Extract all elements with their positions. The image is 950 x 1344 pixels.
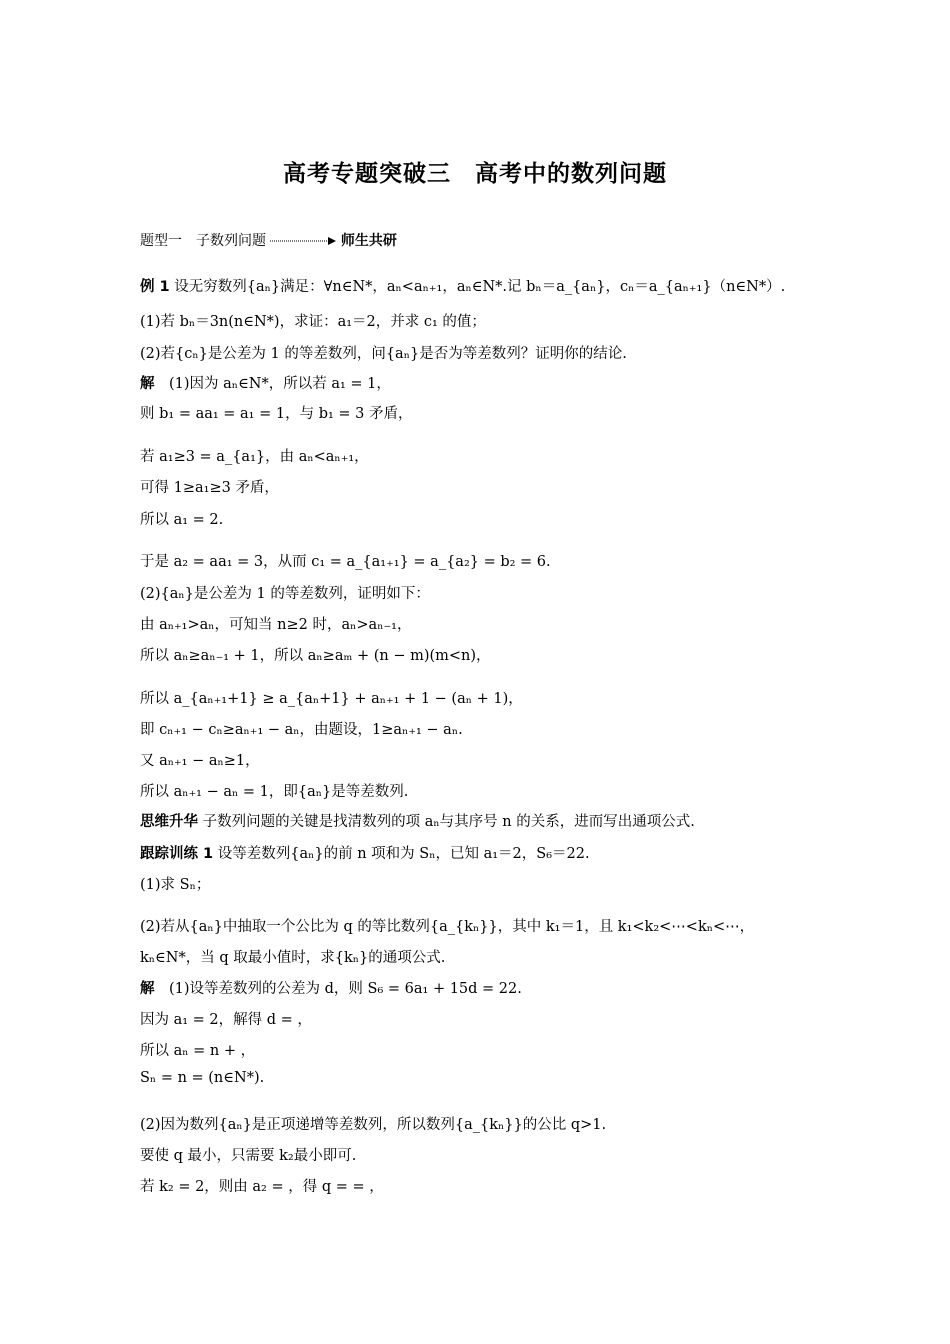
text-line [140, 810, 695, 831]
section-heading [140, 230, 397, 250]
text-line [140, 718, 463, 739]
line-text: 因为 a₁ = 2，解得 d = ， [140, 1012, 312, 1028]
line-text: 所以 a_{aₙ₊₁+1} ≥ a_{aₙ+1} + aₙ₊₁ + 1 − (aₙ + 1)， [140, 691, 523, 707]
line-text: 由 aₙ₊₁>aₙ，可知当 n≥2 时，aₙ>aₙ₋₁， [140, 617, 412, 633]
text-line [140, 1144, 356, 1165]
text-line [140, 1175, 384, 1196]
text-line [140, 275, 785, 296]
text-line [140, 644, 491, 665]
section-label: 题型一 子数列问题 [140, 233, 266, 249]
arrow-right-icon [270, 236, 336, 246]
line-text: 设等差数列{aₙ}的前 n 项和为 Sₙ，已知 a₁＝2，S₆＝22. [213, 846, 590, 862]
line-text: (1)设等差数列的公差为 d，则 S₆ = 6a₁ + 15d = 22. [154, 981, 522, 997]
line-text: 可得 1≥a₁≥3 矛盾， [140, 480, 279, 496]
line-text: (1)若 bₙ＝3n(n∈N*)，求证：a₁＝2，并求 c₁ 的值； [140, 314, 486, 330]
text-line [140, 1113, 606, 1134]
text-line [140, 842, 590, 863]
text-line [140, 687, 523, 708]
line-text: 设无穷数列{aₙ}满足：∀n∈N*，aₙ<aₙ₊₁，aₙ∈N*.记 bₙ＝a_{aₙ}，cₙ＝a_{aₙ₊₁}（n∈N*）. [169, 279, 786, 295]
page-title: 高考专题突破三 高考中的数列问题 [283, 161, 667, 187]
line-lead: 思维升华 [140, 814, 198, 830]
text-line [140, 1070, 264, 1086]
text-line [140, 1008, 312, 1029]
text-line [140, 582, 430, 603]
line-lead: 解 [140, 981, 155, 997]
text-line [140, 508, 223, 529]
line-text: (2)因为数列{aₙ}是正项递增等差数列，所以数列{a_{kₙ}}的公比 q>1. [140, 1117, 607, 1133]
text-line [140, 749, 260, 770]
text-line [140, 946, 445, 967]
line-text: (2){aₙ}是公差为 1 的等差数列，证明如下： [140, 586, 430, 602]
line-text: (1)求 Sₙ； [140, 877, 211, 893]
line-text: 要使 q 最小，只需要 k₂最小即可. [140, 1148, 357, 1164]
line-text: 若 a₁≥3 = a_{a₁}，由 aₙ<aₙ₊₁， [140, 449, 369, 465]
text-line [140, 445, 369, 466]
line-text: 则 b₁ = aa₁ = a₁ = 1，与 b₁ = 3 矛盾， [140, 406, 413, 422]
line-lead: 跟踪训练 1 [140, 846, 214, 862]
text-line [140, 372, 391, 393]
line-lead: 例 1 [140, 279, 170, 295]
line-text: 所以 aₙ₊₁ − aₙ = 1，即{aₙ}是等差数列. [140, 784, 409, 800]
line-text: 即 cₙ₊₁ − cₙ≥aₙ₊₁ − aₙ，由题设，1≥aₙ₊₁ − aₙ. [140, 722, 463, 738]
text-line [140, 402, 413, 423]
text-line [140, 550, 551, 571]
text-line [140, 476, 279, 497]
line-text: (1)因为 aₙ∈N*，所以若 a₁ = 1， [154, 376, 391, 392]
line-text: 子数列问题的关键是找清数列的项 aₙ与其序号 n 的关系，进而写出通项公式. [198, 814, 695, 830]
line-text: 所以 aₙ≥aₙ₋₁ + 1，所以 aₙ≥aₘ + (n − m)(m<n)， [140, 648, 491, 664]
text-line [140, 915, 754, 936]
line-text: 所以 a₁ = 2. [140, 512, 224, 528]
line-text: 于是 a₂ = aa₁ = 3，从而 c₁ = a_{a₁₊₁} = a_{a₂} = b₂ = 6. [140, 554, 551, 570]
text-line [140, 780, 408, 801]
line-text: 所以 aₙ = n + ， [140, 1043, 256, 1059]
line-text: (2)若{cₙ}是公差为 1 的等差数列，问{aₙ}是否为等差数列？证明你的结论. [140, 346, 627, 362]
line-text: 又 aₙ₊₁ − aₙ≥1， [140, 753, 260, 769]
text-line [140, 873, 210, 894]
text-line [140, 1039, 255, 1060]
section-tag: 师生共研 [340, 233, 397, 249]
line-text: (2)若从{aₙ}中抽取一个公比为 q 的等比数列{a_{kₙ}}，其中 k₁＝1，且 k₁<k₂<⋯<kₙ<⋯， [140, 919, 755, 935]
line-text: Sₙ = n = (n∈N*). [140, 1070, 265, 1086]
line-text: 若 k₂ = 2，则由 a₂ = ，得 q = = ， [140, 1179, 384, 1195]
line-text: kₙ∈N*，当 q 取最小值时，求{kₙ}的通项公式. [140, 950, 446, 966]
text-line [140, 613, 411, 634]
text-line [140, 342, 627, 363]
line-lead: 解 [140, 376, 155, 392]
text-line [140, 977, 522, 998]
text-line [140, 310, 486, 331]
